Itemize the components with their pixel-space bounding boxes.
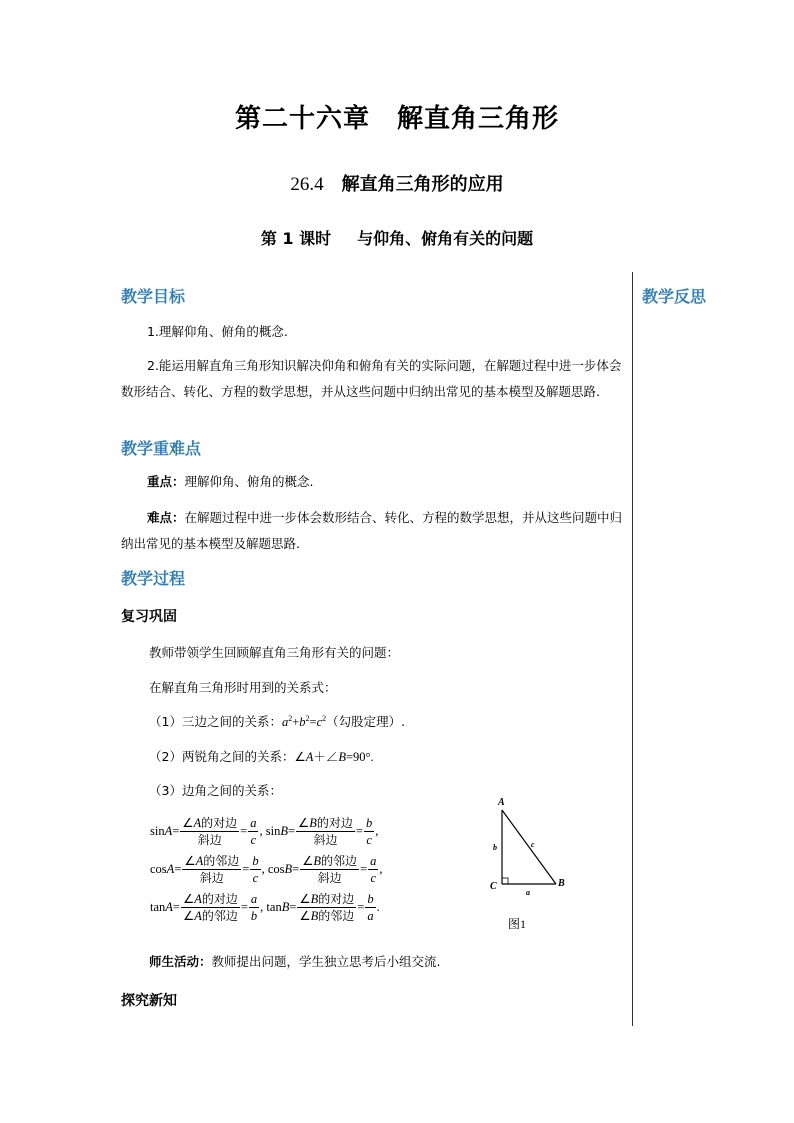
right-triangle-figure [480,792,580,902]
relation-2 [149,747,374,765]
vertex-A: A [498,797,505,808]
cosine-row: cos A = $\frac{\text{∠A的邻边}}{\text{斜边}}$ = $\frac{b}{c}$ , cos B = $\frac{\text{∠B的邻边}}{\text{斜边}}$ = $\frac{a}{c}$ , [150,853,383,885]
vertex-C: C [490,881,497,892]
activity-label: 师生活动： [149,954,212,969]
objective-item-1: 1.理解仰角、俯角的概念. [147,324,288,339]
review-heading: 复习巩固 [121,609,177,625]
focus-label: 重点： [147,474,185,489]
angle-sum-formula: ∠A＋∠B=90°. [294,750,374,764]
section-name: 解直角三角形的应用 [341,174,504,195]
activity-line [149,952,441,970]
label-a: a [526,888,530,897]
chapter-title: 第二十六章 解直角三角形 [234,104,559,134]
difficulty-text: 在解题过程中进一步体会数形结合、转化、方程的数学思想，并从这些问题中归纳出常见的基本模型及解题思路. [121,510,623,551]
pythagoras-formula: $a^2+b^2=c^2$ [281,713,327,729]
side-c [502,810,556,884]
objectives-heading: 教学目标 [121,287,186,306]
explore-heading: 探究新知 [121,993,177,1009]
relations-intro: 在解直角三角形时用到的关系式： [149,680,337,695]
relation-2-prefix: （2）两锐角之间的关系： [149,749,295,764]
review-intro: 教师带领学生回顾解直角三角形有关的问题： [149,645,400,660]
section-title [0,170,794,196]
figure-caption: 图1 [508,917,527,931]
keypoints-heading: 教学重难点 [121,439,202,458]
lesson-name: 与仰角、俯角有关的问题 [357,229,534,248]
label-b: b [493,843,497,852]
reflection-heading: 教学反思 [642,287,707,306]
column-divider [632,272,633,1026]
relation-3: （3）边角之间的关系： [149,783,282,798]
trig-formulas [150,812,383,926]
focus-paragraph [121,469,626,495]
focus-text: 理解仰角、俯角的概念. [184,474,314,489]
tangent-row: tan A = $\frac{\text{∠A的对边}}{\text{∠A的邻边}}$ = $\frac{a}{b}$ , tan B = $\frac{\text{∠B的对边}}{\text{∠B的邻边}}$ = $\frac{b}{a}$ . [150,891,380,923]
sine-row: sin A = $\frac{\text{∠A的对边}}{\text{斜边}}$ = $\frac{a}{c}$ , sin B = $\frac{\text{∠B的对边}}{\text{斜边}}$ = $\frac{b}{c}$ , [150,815,379,847]
activity-text: 教师提出问题，学生独立思考后小组交流. [211,954,441,969]
objective-item-2: 2.能运用解直角三角形知识解决仰角和俯角有关的实际问题，在解题过程中进一步体会数形结合、转化、方程的数学思想，并从这些问题中归纳出常见的基本模型及解题思路. [121,358,622,399]
difficulty-label: 难点： [147,510,185,525]
label-c: c [531,840,535,849]
right-angle-marker [502,878,508,884]
lesson-title [0,226,794,249]
relation-1 [149,712,405,730]
relation-1-suffix: （勾股定理）. [326,714,406,729]
section-number: 26.4 [290,174,324,195]
relation-1-prefix: （1）三边之间的关系： [149,714,282,729]
difficulty-paragraph [121,505,626,557]
lesson-label: 第 1 课时 [260,229,332,248]
vertex-B: B [558,878,565,889]
process-heading: 教学过程 [121,569,186,588]
